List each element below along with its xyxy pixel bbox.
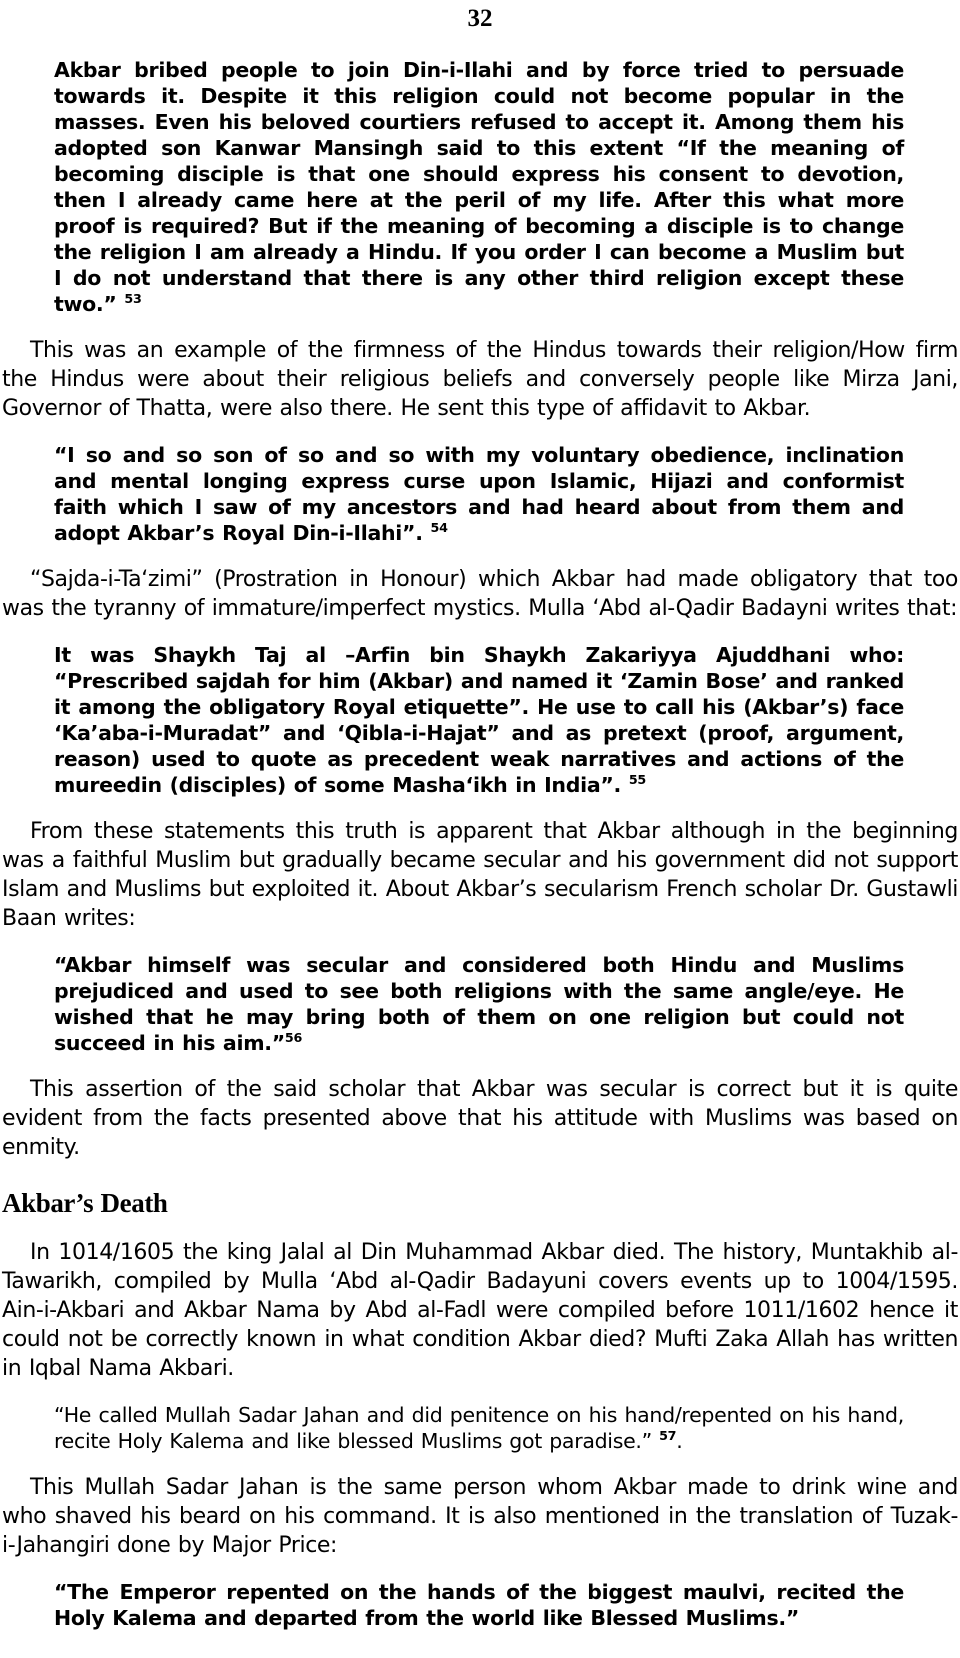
- footnote-ref-53: 53: [124, 291, 142, 307]
- blockquote-emperor-repented: [54, 1579, 904, 1631]
- quote-text: “I so and so son of so and so with my voluntary obedience, inclination and mental longing express curse upon Islamic, Hijazi and conformist faith which I saw of my ancestors and had heard about from them and adopt Akbar’s Royal Din-i-Ilahi”.: [54, 443, 904, 545]
- blockquote-affidavit: [54, 442, 904, 546]
- paragraph-sajda-tazimi: “Sajda-i-Ta‘zimi” (Prostration in Honour) which Akbar had made obligatory that too was the tyranny of immature/imperfect mystics. Mulla ‘Abd al-Qadir Badayni writes that:: [2, 567, 958, 621]
- quote-text: “The Emperor repented on the hands of the biggest maulvi, recited the Holy Kalema and departed from the world like Blessed Muslims.”: [54, 1580, 904, 1631]
- heading-akbars-death: Akbar’s Death: [2, 1188, 168, 1218]
- paragraph-mullah-same-person: This Mullah Sadar Jahan is the same person whom Akbar made to drink wine and who shaved his beard on his command. It is also mentioned in the translation of Tuzak-i-Jahangiri done by Major Price:: [2, 1475, 958, 1559]
- blockquote-shaykh-taj: [54, 642, 904, 798]
- paragraph-from-statements: From these statements this truth is apparent that Akbar although in the beginning was a faithful Muslim but gradually became secular and his government did not support Islam and Muslims but exploited it. About Akbar’s secularism French scholar Dr. Gustawli Baan writes:: [2, 819, 958, 931]
- quote-text: “Akbar himself was secular and considered both Hindu and Muslims prejudiced and used to see both religions with the same angle/eye. He wished that he may bring both of them on one religion but could not succeed in his aim.”: [54, 953, 904, 1055]
- quote-text: Akbar bribed people to join Din-i-Ilahi and by force tried to persuade towards it. Despite it this religion could not become popular in the masses. Even his beloved courtiers refused to accept it. Among them his adopted son Kanwar Mansingh said to this extent “If the meaning of becoming disciple is that one should express his consent to devotion, then I already came here at the peril of my life. After this what more proof is required? But if the meaning of becoming a disciple is to change the religion I am already a Hindu. If you order I can become a Muslim but I do not understand that there is any other third religion except these two.”: [54, 58, 904, 316]
- blockquote-mullah-sadar: [54, 1402, 904, 1454]
- quote-text: It was Shaykh Taj al –Arfin bin Shaykh Zakariyya Ajuddhani who: “Prescribed sajdah for him (Akbar) and named it ‘Zamin Bose’ and ranked it among the obligatory Royal etiquette”. He use to call his (Akbar’s) face ‘Ka’aba-i-Muradat” and ‘Qibla-i-Hajat” and as pretext (proof, argument, reason) used to quote as precedent weak narratives and actions of the mureedin (disciples) of some Masha‘ikh in India”.: [54, 643, 904, 797]
- blockquote-akbar-bribed: [54, 57, 904, 317]
- paragraph-hindu-firmness: This was an example of the firmness of the Hindus towards their religion/How firm the Hindus were about their religious beliefs and conversely people like Mirza Jani, Governor of Thatta, were also there. He sent this type of affidavit to Akbar.: [2, 338, 958, 421]
- quote-text-after: .: [676, 1429, 683, 1454]
- blockquote-gustawli-baan: [54, 952, 904, 1056]
- footnote-ref-56: 56: [284, 1030, 302, 1046]
- quote-text: “He called Mullah Sadar Jahan and did penitence on his hand/repented on his hand, recite Holy Kalema and like blessed Muslims got paradise.”: [54, 1403, 904, 1454]
- footnote-ref-54: 54: [430, 520, 448, 536]
- paragraph-assertion: This assertion of the said scholar that Akbar was secular is correct but it is quite evident from the facts presented above that his attitude with Muslims was based on enmity.: [2, 1077, 958, 1160]
- footnote-ref-57: 57: [659, 1428, 677, 1444]
- footnote-ref-55: 55: [628, 772, 646, 788]
- page-number: 32: [467, 5, 493, 32]
- paragraph-akbar-died: In 1014/1605 the king Jalal al Din Muhammad Akbar died. The history, Muntakhib al-Tawarikh, compiled by Mulla ‘Abd al-Qadir Badayuni covers events up to 1004/1595. Ain-i-Akbari and Akbar Nama by Abd al-Fadl were compiled before 1011/1602 hence it could not be correctly known in what condition Akbar died? Mufti Zaka Allah has written in Iqbal Nama Akbari.: [2, 1240, 958, 1382]
